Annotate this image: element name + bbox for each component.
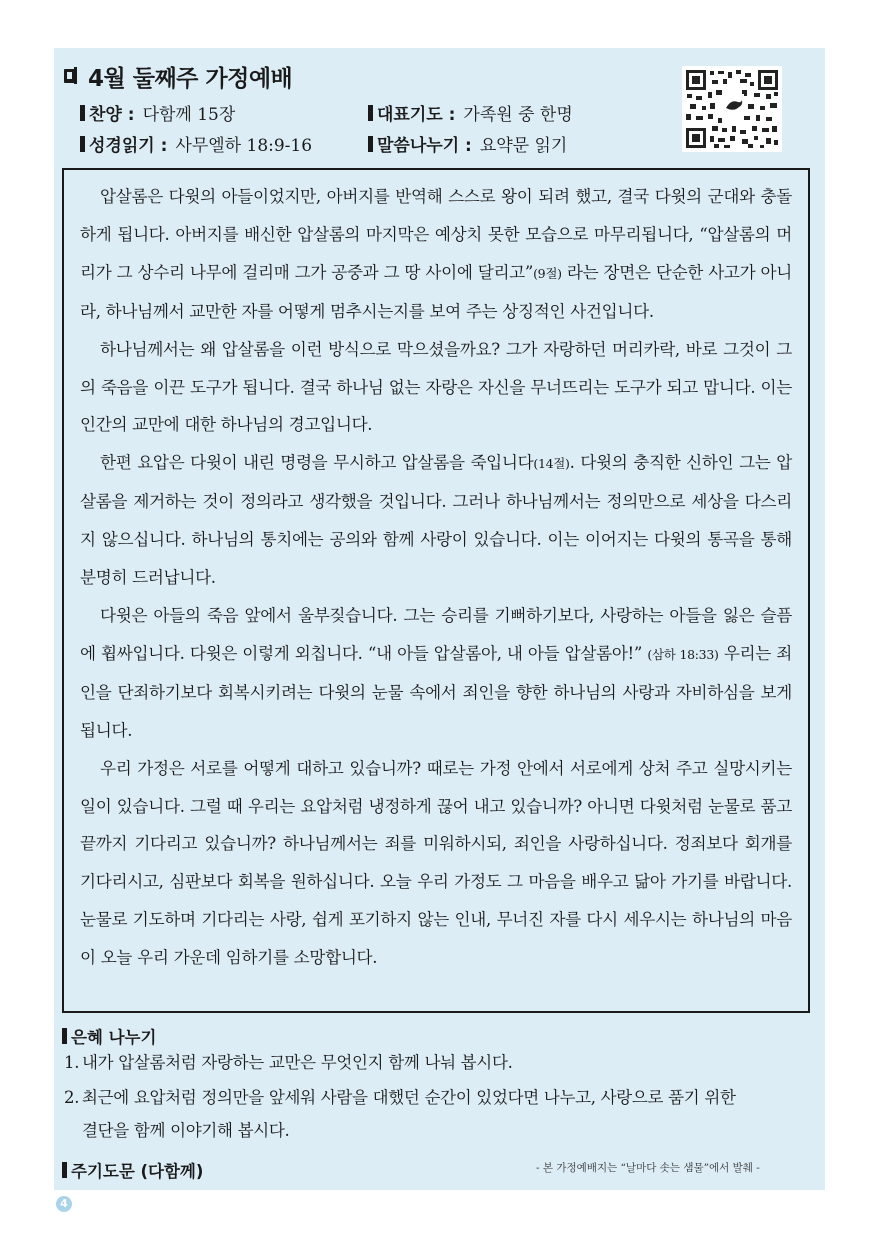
question-text-continued: 결단을 함께 이야기해 봅시다. [82,1121,290,1140]
reading-label: 성경읽기 : [89,136,168,156]
sharing-line [368,131,567,156]
sermon-paragraph: 하나님께서는 왜 압살롬을 이런 방식으로 막으셨을까요? 그가 자랑하던 머리카락, 바로 그것이 그의 죽음을 이끈 도구가 됩니다. 결국 하나님 없는 자랑은 자신을 무너뜨리는 도구가 되고 맙니다. 이는 인간의 교만에 대한 하나님의 경고입니다. [80,339,792,435]
hymn-line [80,100,235,125]
bullet-mark [62,1162,67,1178]
sermon-text-span: 압살롬은 다윗의 아들이었지만, 아버지를 반역해 스스로 왕이 되려 했고, 결국 다윗의 군대와 충돌하게 됩니다. 아버지를 배신한 압살롬의 마지막은 예상치 못한 모습으로 마무리됩니다, “압살롬의 머리가 그 상수리 나무에 걸리매 그가 공중과 그 땅 사이에 달리고” [80,187,792,282]
sermon-text-span: 라는 장면은 단순한 사고가 아니라, 하나님께서 교만한 자를 어떻게 멈추시는지를 보여 주는 상징적인 사건입니다. [80,262,793,321]
reading-value: 사무엘하 18:9-16 [175,136,313,156]
source-note: - 본 가정예배지는 “날마다 솟는 샘물”에서 발췌 - [536,1162,760,1174]
hymn-value: 다함께 15장 [142,105,236,125]
bullet-mark [80,105,85,121]
sermon-paragraph: 우리 가정은 서로를 어떻게 대하고 있습니까? 때로는 가정 안에서 서로에게 상처 주고 실망시키는 일이 있습니다. 그럴 때 우리는 요압처럼 냉정하게 끊어 내고 있습니까? 아니면 다윗처럼 눈물로 품고 끝까지 기다리고 있습니까? 하나님께서는 죄를 미워하시되, 죄인을 사랑하십니다. 정죄보다 회개를 기다리시고, 심판보다 회복을 원하십니다. 오늘 우리 가정도 그 마음을 배우고 닮아 가기를 바랍니다. 눈물로 기도하며 기다리는 사랑, 쉽게 포기하지 않는 인내, 무너진 자를 다시 세우시는 하나님의 마음이 오늘 우리 가운데 임하기를 소망합니다. [80,758,792,968]
bullet-mark [368,105,373,121]
prayer-label: 대표기도 : [377,105,456,125]
sermon-paragraph [80,444,792,597]
page-title: 4월 둘째주 가정예배 [88,65,293,92]
title-row [64,60,292,92]
question-number: 2. [64,1088,80,1107]
bullet-mark [62,1028,67,1044]
sharing-value: 요약문 읽기 [479,136,568,156]
qr-code-icon[interactable] [682,66,782,152]
reading-line [80,131,312,156]
hymn-label: 찬양 : [89,105,135,125]
question-2 [64,1081,812,1147]
bullet-mark [80,136,85,152]
question-1 [64,1046,812,1079]
question-text: 내가 압살롬처럼 자랑하는 교만은 무엇인지 함께 나눠 봅시다. [82,1053,513,1072]
sermon-paragraph [80,178,792,331]
closing-heading-text: 주기도문 (다함께) [71,1162,204,1181]
sharing-heading [62,1024,156,1048]
verse-citation: (14절) [533,456,570,472]
question-number: 1. [64,1053,80,1072]
question-text: 최근에 요압처럼 정의만을 앞세워 사람을 대했던 순간이 있었다면 나누고, 사랑으로 품기 위한 [82,1088,736,1107]
document-icon [64,67,78,85]
sharing-label: 말씀나누기 : [377,136,472,156]
sermon-text [80,178,792,977]
verse-citation: (9절) [533,265,562,281]
closing-heading [62,1158,203,1182]
prayer-line [368,100,573,125]
sermon-text-span: 우리는 죄인을 단죄하기보다 회복시키려는 다윗의 눈물 속에서 죄인을 향한 하나님의 사랑과 자비하심을 보게 됩니다. [80,643,792,740]
sharing-heading-text: 은혜 나누기 [71,1028,157,1047]
bullet-mark [368,136,373,152]
sermon-text-span: 한편 요압은 다윗이 내린 명령을 무시하고 압살롬을 죽입니다 [100,453,534,473]
sermon-text-span: . 다윗의 충직한 신하인 그는 압살롬을 제거하는 것이 정의라고 생각했을 것입니다. 그러나 하나님께서는 정의만으로 세상을 다스리지 않으십니다. 하나님의 통치에는 공의와 함께 사랑이 있습니다. 이는 이어지는 다윗의 통곡을 통해 분명히 드러납니다. [80,453,793,588]
sermon-paragraph [80,597,792,750]
prayer-value: 가족원 중 한명 [463,105,573,125]
page-number: 4 [56,1196,72,1212]
sermon-text-span: 다윗은 아들의 죽음 앞에서 울부짖습니다. 그는 승리를 기뻐하기보다, 사랑하는 아들을 잃은 슬픔에 휩싸입니다. 다윗은 이렇게 외칩니다. “내 아들 압살롬아, 내 아들 압살롬아!” [80,605,792,663]
verse-citation: (삼하 18:33) [647,646,719,662]
